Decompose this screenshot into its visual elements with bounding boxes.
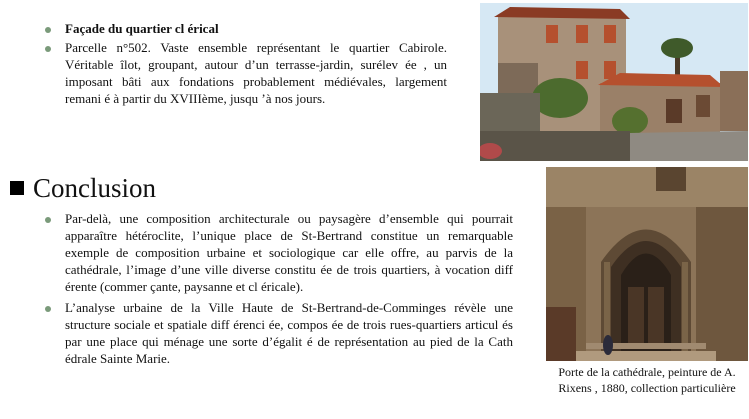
conclusion-heading-text: Conclusion <box>33 173 157 203</box>
heading-square-bullet-icon <box>10 181 24 195</box>
top-bullet-list <box>43 20 447 107</box>
parcel-description: Parcelle n°502. Vaste ensemble représentant le quartier Cabirole. Véritable îlot, groupant, autour d’un terrasse-jardin, surélev ée , un imposant bâti aux fondations probablement médiévales, largement remani é à partir du XVIIIème, jusqu ’à nos jours. <box>43 39 447 107</box>
conclusion-paragraph-1: Par-delà, une composition architecturale ou paysagère d’ensemble qui pourrait apparaître hétéroclite, l’unique place de St-Bertrand constitue un remarquable exemple de composition urbaine et sociologique car elle offre, au parvis de la cathédrale, l’image d’une ville diverse constitu ée de trois quartiers, à vocation diff érente (commer çante, paysanne et cl éricale). <box>43 210 513 295</box>
conclusion-bullet-list <box>43 210 513 371</box>
facade-photo-illustration <box>480 3 748 161</box>
conclusion-heading <box>10 172 156 204</box>
facade-photo <box>480 3 748 161</box>
conclusion-paragraph-2: L’analyse urbaine de la Ville Haute de St-Bertrand-de-Comminges révèle une structure sociale et spatiale diff érenci ée, compos ée de trois rues-quartiers articul és par une place qui ménage une sorte d’égalit é de représentation au pied de la Cath édrale Sainte Marie. <box>43 299 513 367</box>
cathedral-door-illustration <box>546 167 748 361</box>
facade-title: Façade du quartier cl érical <box>43 20 447 37</box>
painting-caption: Porte de la cathédrale, peinture de A. Rixens , 1880, collection particulière <box>558 365 736 395</box>
cathedral-door-painting <box>546 167 748 361</box>
